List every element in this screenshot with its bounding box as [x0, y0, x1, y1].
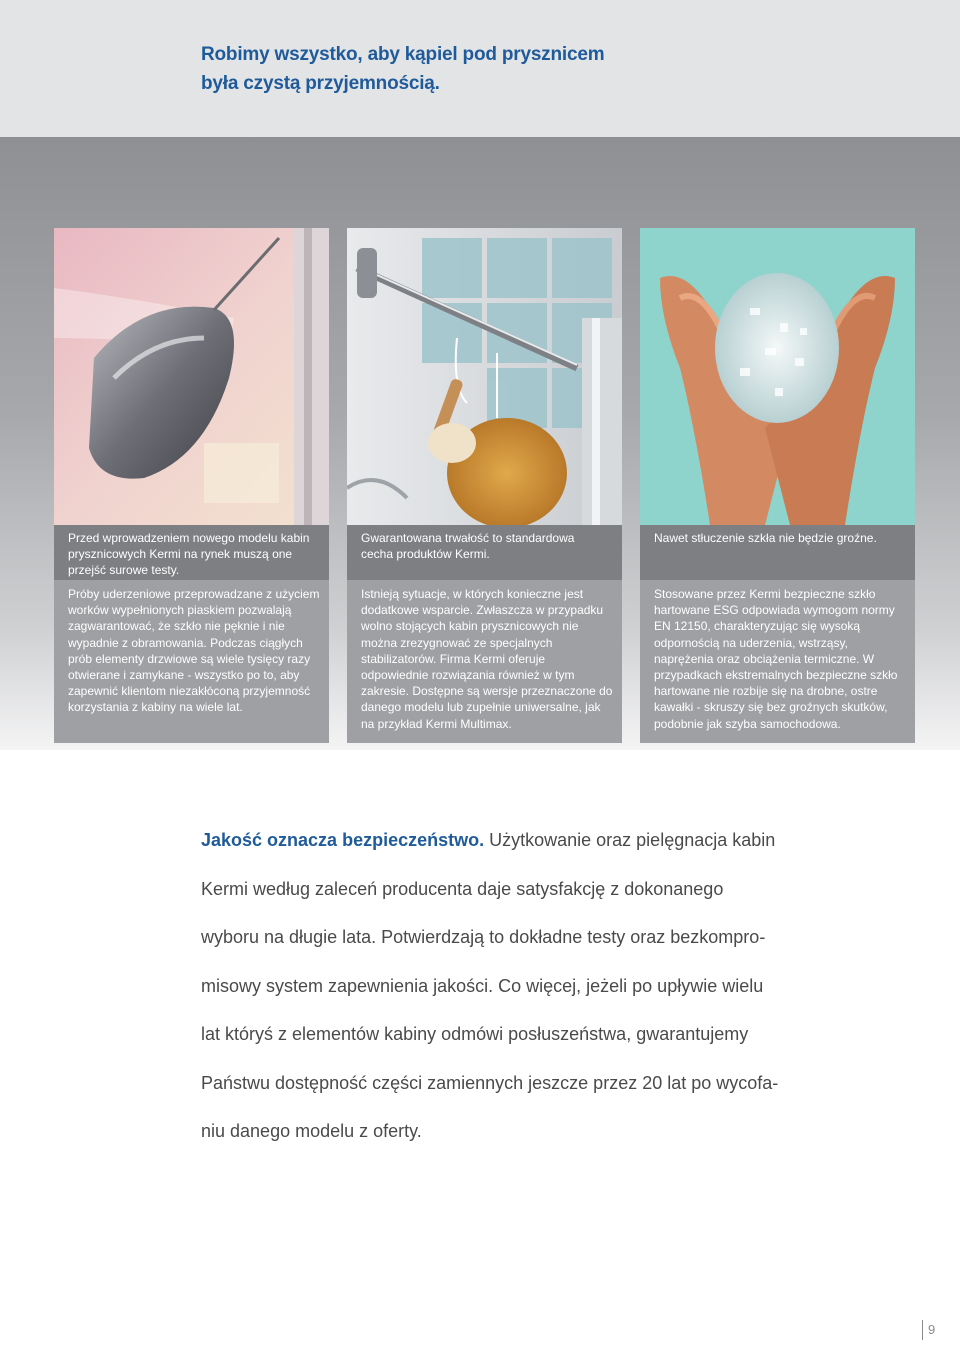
- card-1-caption: [54, 525, 329, 580]
- page-headline: [201, 40, 761, 98]
- headline-line-1: Robimy wszystko, aby kąpiel pod prysznicem: [201, 44, 605, 65]
- quality-line-2: Kermi według zaleceń producenta daje satysfakcję z dokonanego: [201, 878, 724, 899]
- hands-glass-photo: [640, 228, 915, 525]
- card-1-caption-text: Przed wprowadzeniem nowego modelu kabin prysznicowych Kermi na rynek muszą one przejść surowe testy.: [68, 531, 310, 577]
- card-3-body: Stosowane przez Kermi bezpieczne szkło hartowane ESG odpowiada wymogom normy EN 12150, charakteryzując się wysoką odpornością na uderzenia, wstrząsy, naprężenia oraz obciążenia termiczne. W przypadkach ekstremalnych bezpieczne szkło hartowane nie rozbije się na drobne, ostre kawałki - skruszy się bez groźnych skutków, podobnie jak szyba samochodowa.: [654, 587, 898, 731]
- card-1-body: Próby uderzeniowe przeprowadzane z użyciem worków wypełnionych piaskiem pozwalają zagwarantować, że szkło nie pęknie i nie wypadnie z obramowania. Podczas ciągłych prób elementy drzwiowe są wiele tysięcy razy otwierane i zamykane - wszystko po to, aby zapewnić klientom niezakłóconą przyjemność korzystania z kabiny na wiele lat.: [68, 587, 320, 715]
- card-impact-test: [54, 228, 329, 743]
- quality-line-4: misowy system zapewnienia jakości. Co więcej, jeżeli po upływie wielu: [201, 975, 764, 996]
- impact-test-photo: [54, 228, 329, 525]
- headline-line-2: była czystą przyjemnością.: [201, 73, 440, 94]
- card-2-body: Istnieją sytuacje, w których konieczne jest dodatkowe wsparcie. Zwłaszcza w przypadku wolno stojących kabin prysznicowych nie można zrezygnować ze specjalnych stabilizatorów. Firma Kermi oferuje odpowiednie rozwiązania również w tym zakresie. Dostępne są wersje przeznaczone do danego modelu lub zupełnie uniwersalne, jak na przykład Kermi Multimax.: [361, 587, 613, 731]
- shower-rail-photo: [347, 228, 622, 525]
- card-2-caption: [347, 525, 622, 580]
- quality-line-7: niu danego modelu z oferty.: [201, 1121, 422, 1141]
- quality-line-1: [201, 816, 781, 865]
- quality-lead: Jakość oznacza bezpieczeństwo.: [201, 830, 485, 850]
- card-safety-glass: [640, 228, 915, 743]
- page-number: 9: [922, 1320, 935, 1340]
- card-3-caption: [640, 525, 915, 580]
- quality-line-5: lat któryś z elementów kabiny odmówi posłuszeństwa, gwarantujemy: [201, 1024, 749, 1044]
- quality-line-3: wyboru na długie lata. Potwierdzają to dokładne testy oraz bezkompro-: [201, 927, 766, 947]
- card-3-caption-text: Nawet stłuczenie szkła nie będzie groźne.: [654, 531, 877, 545]
- quality-paragraph: [201, 816, 781, 1156]
- card-stabilizer: [347, 228, 622, 743]
- quality-line-1-text: Użytkowanie oraz pielęgnacja kabin: [484, 830, 776, 850]
- card-2-caption-text: Gwarantowana trwałość to standardowa cecha produktów Kermi.: [361, 531, 575, 561]
- quality-line-6: Państwu dostępność części zamiennych jeszcze przez 20 lat po wycofa-: [201, 1072, 779, 1093]
